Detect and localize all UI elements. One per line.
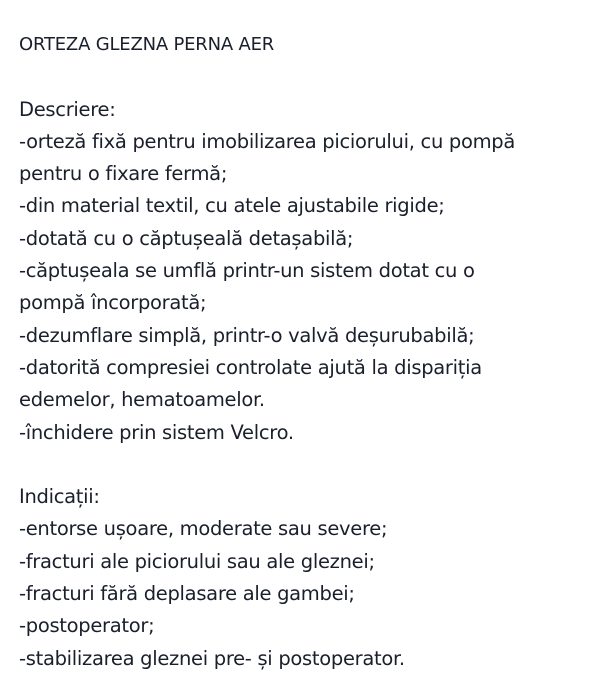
indications-heading: Indicații: [19,485,100,509]
description-heading: Descriere: [19,97,116,121]
spacer [19,449,604,481]
indication-line: -fracturi fără deplasare ale gambei; [19,582,355,606]
spacer [19,61,604,93]
description-line: -căptușeala se umflă printr-un sistem dotat cu o [19,259,475,283]
description-line: pompă încorporată; [19,291,207,315]
description-line: -dotată cu o căptușeală detașabilă; [19,226,354,250]
description-line: -închidere prin sistem Velcro. [19,420,294,444]
indications-section [19,481,604,675]
product-document [19,29,604,675]
description-line: -din material textil, cu atele ajustabile rigide; [19,194,445,218]
indication-line: -entorse ușoare, moderate sau severe; [19,517,388,541]
indication-line: -fracturi ale piciorului sau ale gleznei; [19,549,375,573]
description-line: edemelor, hematoamelor. [19,388,265,412]
description-line: -datorită compresiei controlate ajută la dispariția [19,355,482,379]
description-line: -orteză fixă pentru imobilizarea piciorului, cu pompă [19,129,516,153]
indication-line: -stabilizarea gleznei pre- și postoperator. [19,646,405,670]
description-section [19,94,604,449]
description-line: pentru o fixare fermă; [19,162,228,186]
indication-line: -postoperator; [19,614,155,638]
description-line: -dezumflare simplă, printr-o valvă deșurubabilă; [19,323,475,347]
product-title: ORTEZA GLEZNA PERNA AER [19,34,275,55]
